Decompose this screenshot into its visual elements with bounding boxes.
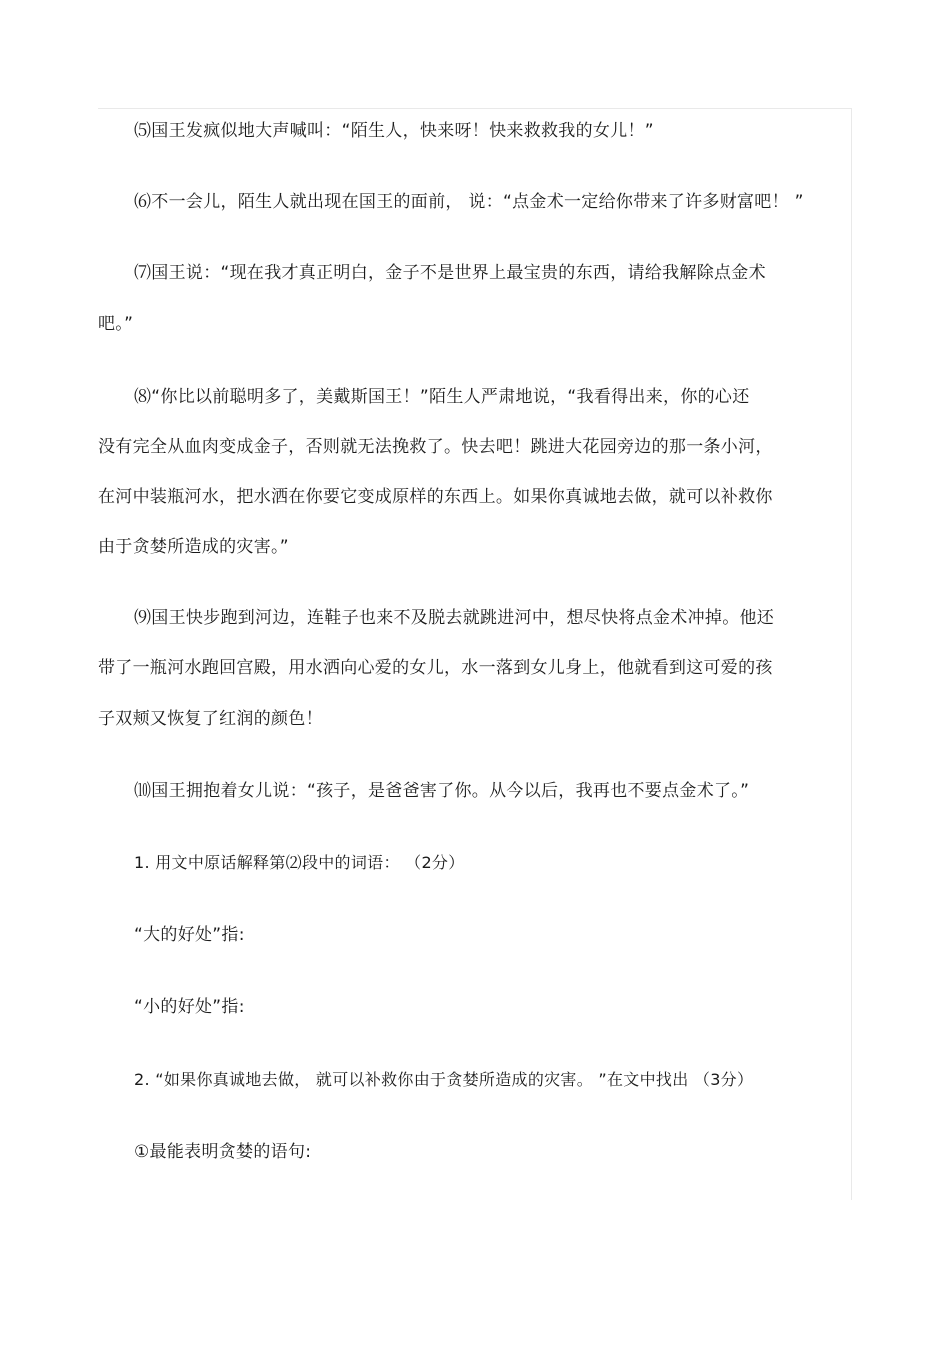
paragraph-8-line-1: ⑻“你比以前聪明多了，美戴斯国王！”陌生人严肃地说，“我看得出来，你的心还 [134, 387, 750, 407]
paragraph-10: ⑽国王拥抱着女儿说：“孩子，是爸爸害了你。从今以后，我再也不要点金术了。” [134, 781, 750, 801]
page-frame-right [851, 108, 852, 1200]
question-2-item-1: ①最能表明贪婪的语句: [134, 1142, 312, 1162]
question-1-item-2: “小的好处”指: [134, 997, 245, 1017]
paragraph-9-line-3: 子双颊又恢复了红润的颜色！ [98, 709, 323, 729]
question-2: 2. “如果你真诚地去做， 就可以补救你由于贪婪所造成的灾害。 ”在文中找出 （3分） [134, 1070, 754, 1089]
paragraph-6: ⑹不一会儿，陌生人就出现在国王的面前， 说：“点金术一定给你带来了许多财富吧！ ” [134, 192, 804, 212]
paragraph-9-line-2: 带了一瓶河水跑回宫殿，用水洒向心爱的女儿，水一落到女儿身上，他就看到这可爱的孩 [98, 658, 773, 678]
paragraph-7-line-2: 吧。” [98, 314, 134, 334]
paragraph-8-line-4: 由于贪婪所造成的灾害。” [98, 537, 289, 557]
paragraph-5: ⑸国王发疯似地大声喊叫：“陌生人，快来呀！快来救救我的女儿！” [134, 121, 654, 141]
paragraph-7-line-1: ⑺国王说：“现在我才真正明白，金子不是世界上最宝贵的东西，请给我解除点金术 [134, 263, 766, 283]
page-frame-top [98, 108, 852, 109]
paragraph-8-line-3: 在河中装瓶河水，把水洒在你要它变成原样的东西上。如果你真诚地去做，就可以补救你 [98, 487, 773, 507]
question-1-item-1: “大的好处”指: [134, 925, 245, 945]
question-1: 1. 用文中原话解释第⑵段中的词语： （2分） [134, 853, 465, 872]
paragraph-9-line-1: ⑼国王快步跑到河边，连鞋子也来不及脱去就跳进河中，想尽快将点金术冲掉。他还 [134, 608, 775, 628]
paragraph-8-line-2: 没有完全从血肉变成金子，否则就无法挽救了。快去吧！跳进大花园旁边的那一条小河， [98, 437, 773, 457]
